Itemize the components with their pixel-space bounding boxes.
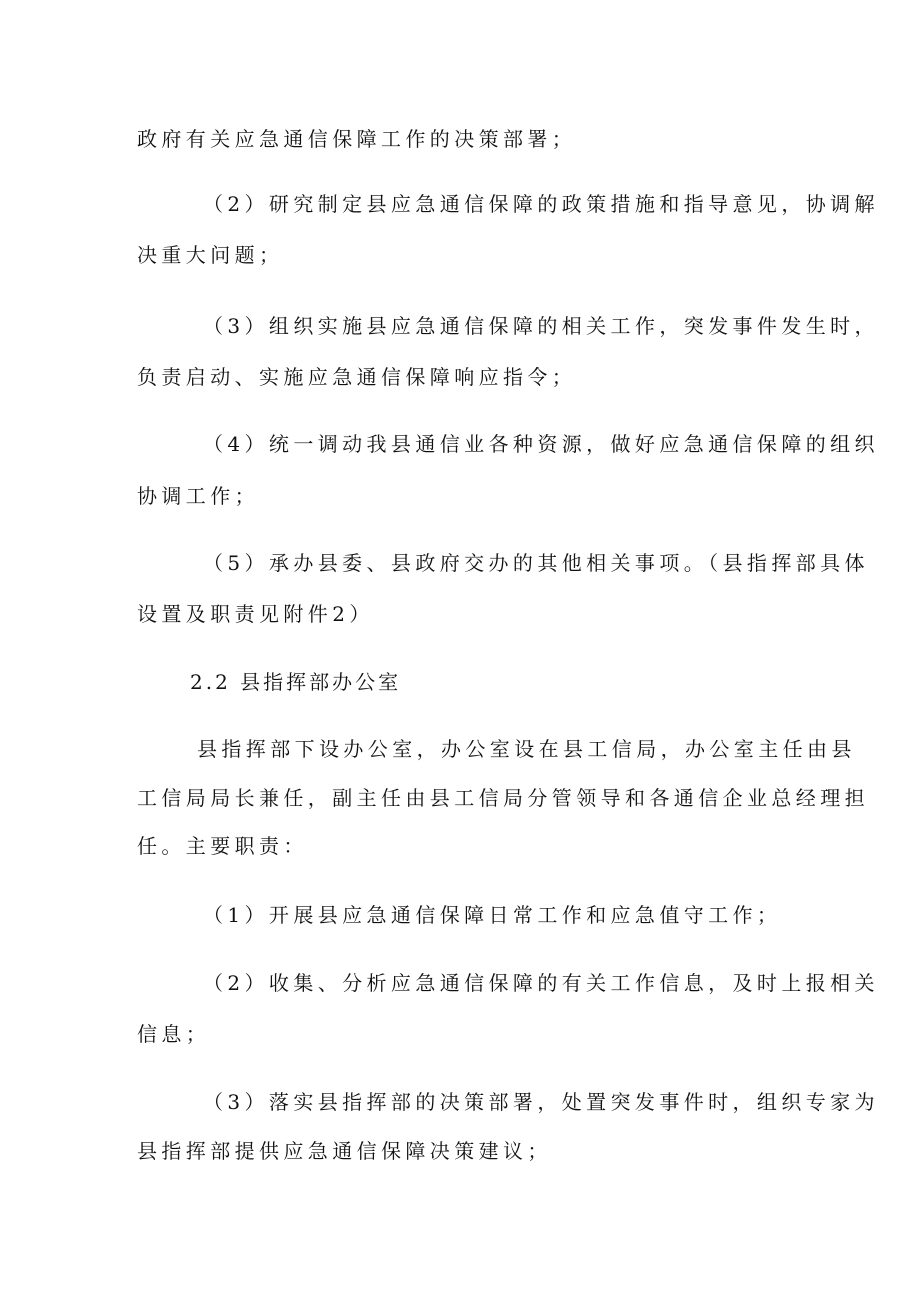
section-heading: 2.2 县指挥部办公室: [190, 670, 402, 694]
list-item-line: （2）研究制定县应急通信保障的政策措施和指导意见，协调解: [203, 192, 879, 216]
list-item-line: 决重大问题；: [137, 243, 284, 267]
paragraph-line: 任。主要职责：: [137, 834, 308, 858]
paragraph-line: 工信局局长兼任，副主任由县工信局分管领导和各通信企业总经理担: [137, 786, 869, 810]
list-item-line: 负责启动、实施应急通信保障响应指令；: [137, 365, 577, 389]
list-item-line: （2）收集、分析应急通信保障的有关工作信息，及时上报相关: [203, 971, 879, 995]
paragraph-line: 县指挥部下设办公室，办公室设在县工信局，办公室主任由县: [197, 737, 856, 761]
list-item-line: 协调工作；: [137, 484, 259, 508]
list-item-line: 信息；: [137, 1022, 211, 1046]
list-item-line: 县指挥部提供应急通信保障决策建议；: [137, 1139, 552, 1163]
list-item-line: （5）承办县委、县政府交办的其他相关事项。（县指挥部具体: [203, 551, 869, 575]
list-item-line: （1）开展县应急通信保障日常工作和应急值守工作；: [203, 903, 782, 927]
list-item-line: （3）落实县指挥部的决策部署，处置突发事件时，组织专家为: [203, 1090, 879, 1114]
list-item-line: （3）组织实施县应急通信保障的相关工作，突发事件发生时，: [203, 314, 879, 338]
list-item-line: 设置及职责见附件2）: [137, 602, 374, 626]
list-item-line: （4）统一调动我县通信业各种资源，做好应急通信保障的组织: [203, 432, 879, 456]
paragraph-line: 政府有关应急通信保障工作的决策部署；: [137, 127, 577, 151]
